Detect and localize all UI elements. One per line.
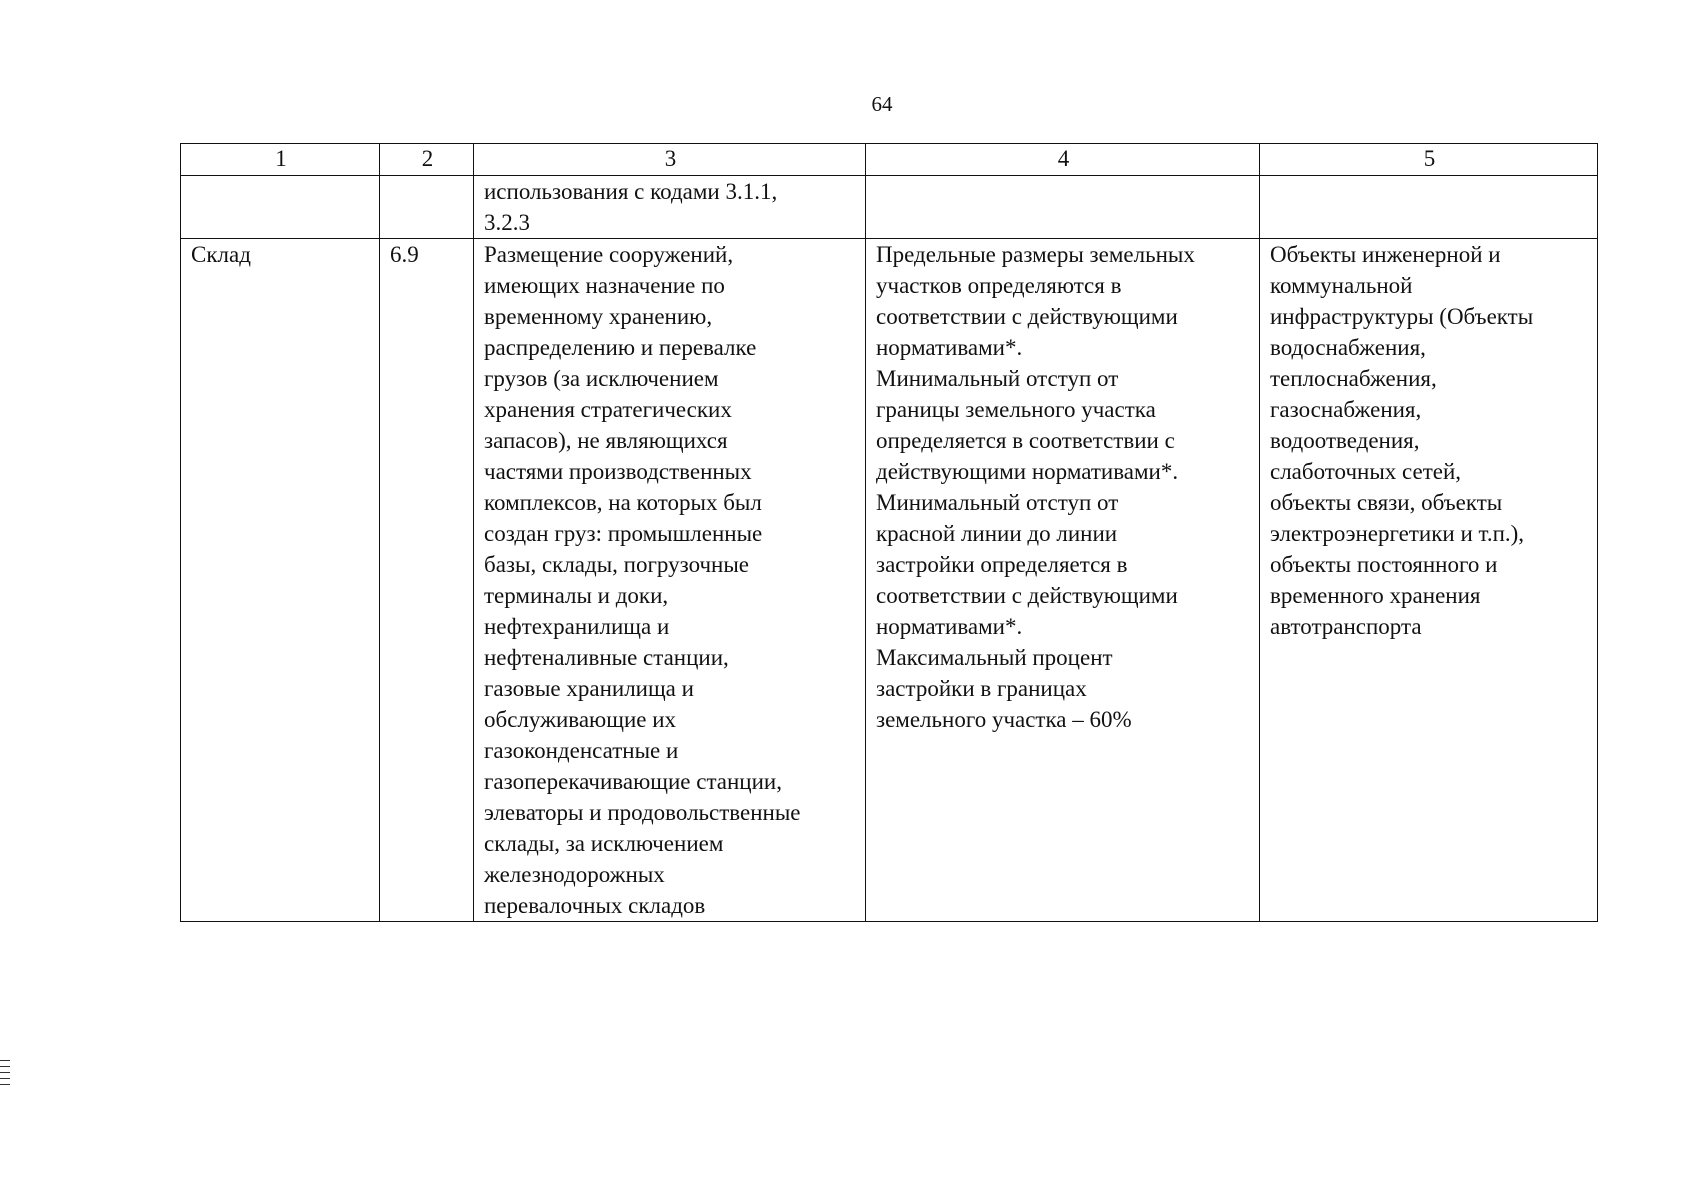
scan-margin-marks bbox=[0, 1060, 10, 1090]
cell-name bbox=[181, 176, 380, 239]
cell-code bbox=[380, 176, 474, 239]
column-header-4: 4 bbox=[866, 144, 1260, 176]
column-header-1: 1 bbox=[181, 144, 380, 176]
column-header-2: 2 bbox=[380, 144, 474, 176]
cell-description: использования с кодами 3.1.1, 3.2.3 bbox=[474, 176, 866, 239]
cell-parameters bbox=[866, 176, 1260, 239]
cell-auxiliary bbox=[1260, 176, 1598, 239]
cell-name: Склад bbox=[181, 239, 380, 922]
zoning-table bbox=[180, 143, 1598, 922]
cell-auxiliary: Объекты инженерной и коммунальной инфраструктуры (Объекты водоснабжения, теплоснабжения, газоснабжения, водоотведения, слаботочных сетей, объекты связи, объекты электроэнергетики и т.п.), объекты постоянного и временного хранения автотранспорта bbox=[1260, 239, 1598, 922]
column-header-3: 3 bbox=[474, 144, 866, 176]
cell-parameters: Предельные размеры земельных участков определяются в соответствии с действующими нормативами*. Минимальный отступ от границы земельного участка определяется в соответствии с действующими нормативами*. Минимальный отступ от красной линии до линии застройки определяется в соответствии с действующими нормативами*. Максимальный процент застройки в границах земельного участка – 60% bbox=[866, 239, 1260, 922]
table-row bbox=[181, 239, 1598, 922]
table-row bbox=[181, 176, 1598, 239]
cell-code: 6.9 bbox=[380, 239, 474, 922]
header-row bbox=[181, 144, 1598, 176]
page-number: 64 bbox=[871, 92, 893, 116]
column-header-5: 5 bbox=[1260, 144, 1598, 176]
cell-description: Размещение сооружений, имеющих назначение по временному хранению, распределению и перевалке грузов (за исключением хранения стратегических запасов), не являющихся частями производственных комплексов, на которых был создан груз: промышленные базы, склады, погрузочные терминалы и доки, нефтехранилища и нефтеналивные станции, газовые хранилища и обслуживающие их газоконденсатные и газоперекачивающие станции, элеваторы и продовольственные склады, за исключением железнодорожных перевалочных складов bbox=[474, 239, 866, 922]
